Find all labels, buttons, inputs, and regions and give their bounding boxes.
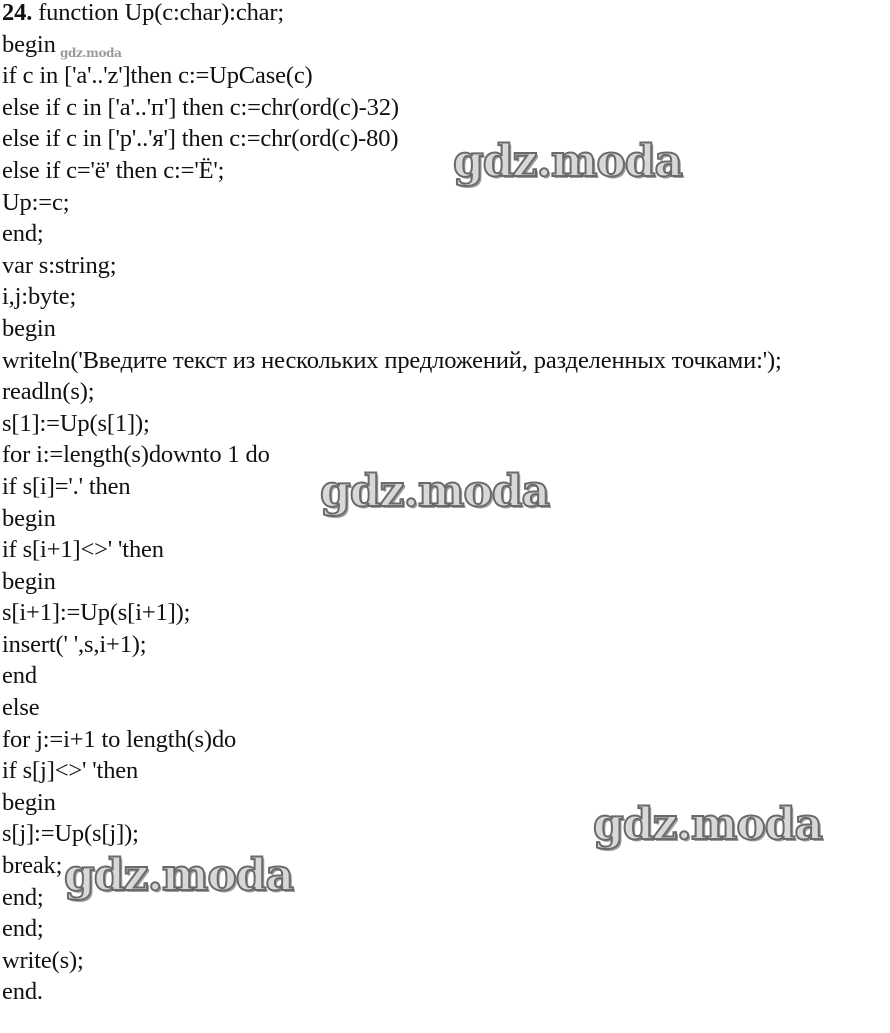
code-line-19: begin (2, 567, 56, 595)
task-number: 24. (2, 0, 33, 26)
watermark-1: gdz.moda (453, 136, 683, 187)
code-line-12: writeln('Введите текст из нескольких предложений, разделенных точками:'); (2, 346, 782, 374)
code-line-2: begin (2, 30, 56, 58)
code-line-5: else if c in ['р'..'я'] then c:=chr(ord(c)-80) (2, 125, 399, 153)
code-line-14: s[1]:=Up(s[1]); (2, 409, 150, 437)
watermark-small: gdz.moda (60, 46, 122, 60)
code-line-10: i,j:byte; (2, 283, 77, 311)
code-line-4: else if c in ['а'..'п'] then c:=chr(ord(c)-32) (2, 93, 399, 121)
watermark-4: gdz.moda (64, 850, 294, 901)
watermark-3: gdz.moda (593, 799, 823, 850)
code-line-20: s[i+1]:=Up(s[i+1]); (2, 599, 191, 627)
code-line-30: end; (2, 915, 44, 943)
code-line-1 (2, 0, 782, 29)
code-line-25: if s[j]<>' 'then (2, 757, 139, 785)
code-line-8: end; (2, 220, 44, 248)
code-line-18: if s[i+1]<>' 'then (2, 536, 164, 564)
code-line-text: function Up(c:char):char; (32, 0, 285, 26)
code-line-23: else (2, 694, 40, 722)
code-line-29: end; (2, 883, 44, 911)
code-line-15: for i:=length(s)downto 1 do (2, 441, 270, 469)
code-line-6: else if c='ё' then c:='Ё'; (2, 156, 225, 184)
code-line-26: begin (2, 788, 56, 816)
watermark-2: gdz.moda (320, 466, 550, 517)
code-line-32: end. (2, 978, 43, 1006)
code-line-31: write(s); (2, 946, 84, 974)
code-line-28: break; (2, 852, 63, 880)
code-line-22: end (2, 662, 37, 690)
code-line-13: readln(s); (2, 378, 95, 406)
code-line-16: if s[i]='.' then (2, 472, 131, 500)
code-line-11: begin (2, 314, 56, 342)
code-line-7: Up:=c; (2, 188, 70, 216)
code-line-21: insert(' ',s,i+1); (2, 630, 147, 658)
code-line-3: if c in ['a'..'z']then c:=UpCase(c) (2, 62, 313, 90)
code-line-27: s[j]:=Up(s[j]); (2, 820, 139, 848)
code-line-9: var s:string; (2, 251, 117, 279)
code-line-17: begin (2, 504, 56, 532)
code-line-24: for j:=i+1 to length(s)do (2, 725, 237, 753)
